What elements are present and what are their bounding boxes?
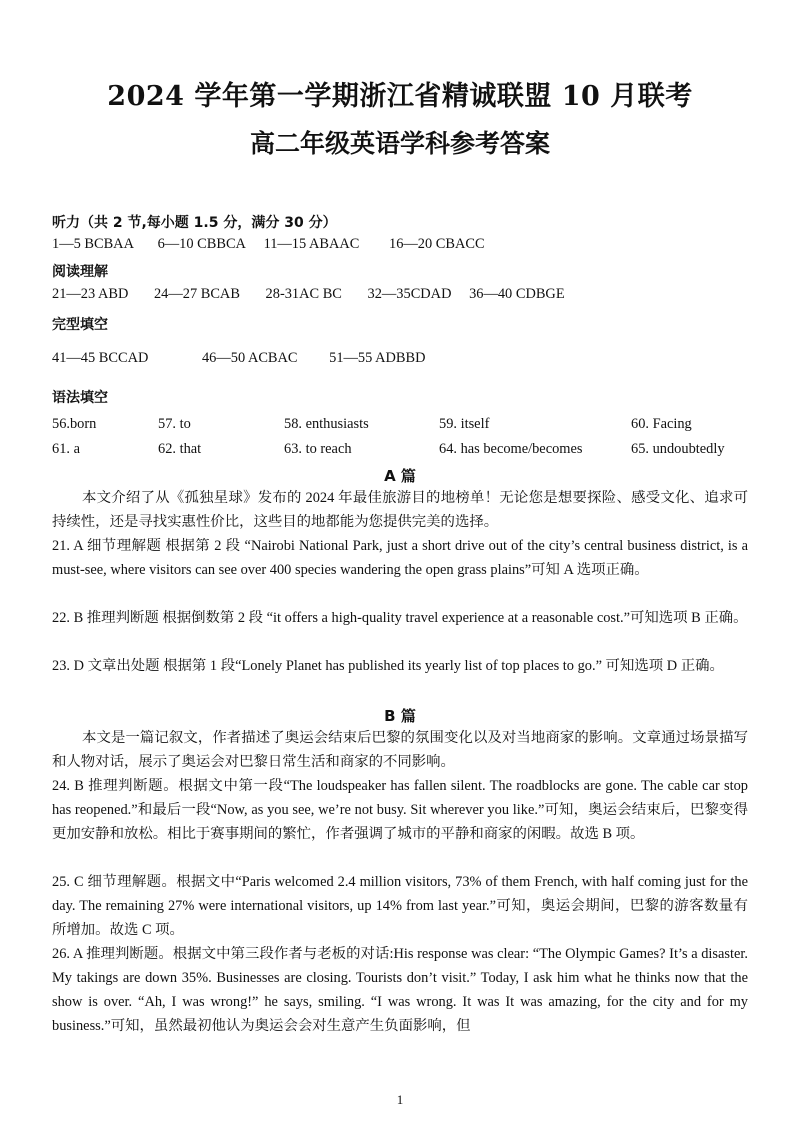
answer-group: 46—50 ACBAC bbox=[201, 350, 298, 366]
answer-group: 21—23 ABD bbox=[52, 286, 129, 302]
reading-heading: 阅读理解 bbox=[52, 264, 108, 280]
section-a-title: A 篇 bbox=[384, 467, 416, 485]
explanation-q21: 21. A 细节理解题 根据第 2 段 “Nairobi National Park, just a short drive out of the city’s central business district, is a must-see, where visitors can see over 400 species wandering the open grass plains”可知 A 选项正确。 bbox=[52, 538, 748, 578]
cloze-answers bbox=[52, 350, 426, 367]
answer-group: 32—35CDAD bbox=[367, 286, 452, 302]
answer-group: 1—5 BCBAA bbox=[52, 236, 134, 252]
grammar-answer: 57. to bbox=[158, 416, 191, 432]
section-b-summary: 本文是一篇记叙文，作者描述了奥运会结束后巴黎的氛围变化以及对当地商家的影响。文章通过场景描写和人物对话，展示了奥运会对巴黎日常生活和商家的不同影响。 bbox=[52, 730, 748, 770]
page-subtitle: 高二年级英语学科参考答案 bbox=[249, 129, 550, 158]
grammar-answer: 65. undoubtedly bbox=[631, 441, 725, 457]
reading-answers bbox=[52, 286, 565, 303]
answer-group: 11—15 ABAAC bbox=[263, 236, 360, 252]
listening-answers bbox=[52, 236, 485, 253]
page-number: 1 bbox=[396, 1092, 404, 1107]
grammar-answer: 60. Facing bbox=[631, 416, 692, 432]
grammar-answer: 58. enthusiasts bbox=[284, 416, 369, 432]
section-b-title: B 篇 bbox=[384, 707, 416, 725]
grammar-answer: 61. a bbox=[52, 441, 80, 457]
answer-group: 24—27 BCAB bbox=[153, 286, 240, 302]
explanation-q22: 22. B 推理判断题 根据倒数第 2 段 “it offers a high-quality travel experience at a reasonable cost.”可知选项 B 正确。 bbox=[52, 610, 748, 626]
answer-group: 6—10 CBBCA bbox=[157, 236, 246, 252]
grammar-answer: 64. has become/becomes bbox=[439, 441, 583, 457]
grammar-answer: 63. to reach bbox=[284, 441, 352, 457]
explanation-q24: 24. B 推理判断题。根据文中第一段“The loudspeaker has fallen silent. The roadblocks are gone. The cable car stop has reopened.”和最后一段“Now, as you see, we’re not busy. Sit wherever you like.”可知，奥运会结束后，巴黎变得更加安静和放松。相比于赛事期间的繁忙，作者强调了城市的平静和商家的闲暇。故选 B 项。 bbox=[52, 778, 748, 842]
cloze-heading: 完型填空 bbox=[52, 317, 108, 333]
grammar-answer: 62. that bbox=[158, 441, 202, 457]
grammar-answer: 59. itself bbox=[439, 416, 490, 432]
explanation-q25: 25. C 细节理解题。根据文中“Paris welcomed 2.4 million visitors, 73% of them French, with half coming just for the day. The remaining 27% were international visitors, up 14% from last year.”可知，奥运会期间，巴黎的游客数量有所增加。故选 C 项。 bbox=[52, 874, 748, 938]
answer-group: 36—40 CDBGE bbox=[469, 286, 565, 302]
grammar-answer: 56.born bbox=[52, 416, 97, 432]
page-title: 2024 学年第一学期浙江省精诚联盟 10 月联考 bbox=[107, 81, 693, 112]
answer-group: 16—20 CBACC bbox=[389, 236, 485, 252]
answer-group: 51—55 ADBBD bbox=[329, 350, 426, 366]
answer-group: 41—45 BCCAD bbox=[52, 350, 149, 366]
explanation-q26: 26. A 推理判断题。根据文中第三段作者与老板的对话:His response was clear: “The Olympic Games? It’s a disaster. My takings are down 35%. Businesses are closing. Tourists don’t visit.” Today, I ask him what he thinks now that the show is over. “Ah, I was wrong!” he says, smiling. “I was wrong. It was It was amazing, for the city and for my business.”可知，虽然最初他认为奥运会会对生意产生负面影响，但 bbox=[52, 946, 748, 1034]
section-a-summary: 本文介绍了从《孤独星球》发布的 2024 年最佳旅游目的地榜单！无论您是想要探险、感受文化、追求可持续性，还是寻找实惠性价比，这些目的地都能为您提供完美的选择。 bbox=[52, 490, 748, 530]
answer-group: 28-31AC BC bbox=[265, 286, 342, 302]
listening-heading: 听力（共 2 节,每小题 1.5 分，满分 30 分） bbox=[52, 215, 337, 231]
explanation-q23: 23. D 文章出处题 根据第 1 段“Lonely Planet has published its yearly list of top places to go.” 可知选项 D 正确。 bbox=[52, 658, 724, 674]
grammar-heading: 语法填空 bbox=[52, 390, 108, 406]
